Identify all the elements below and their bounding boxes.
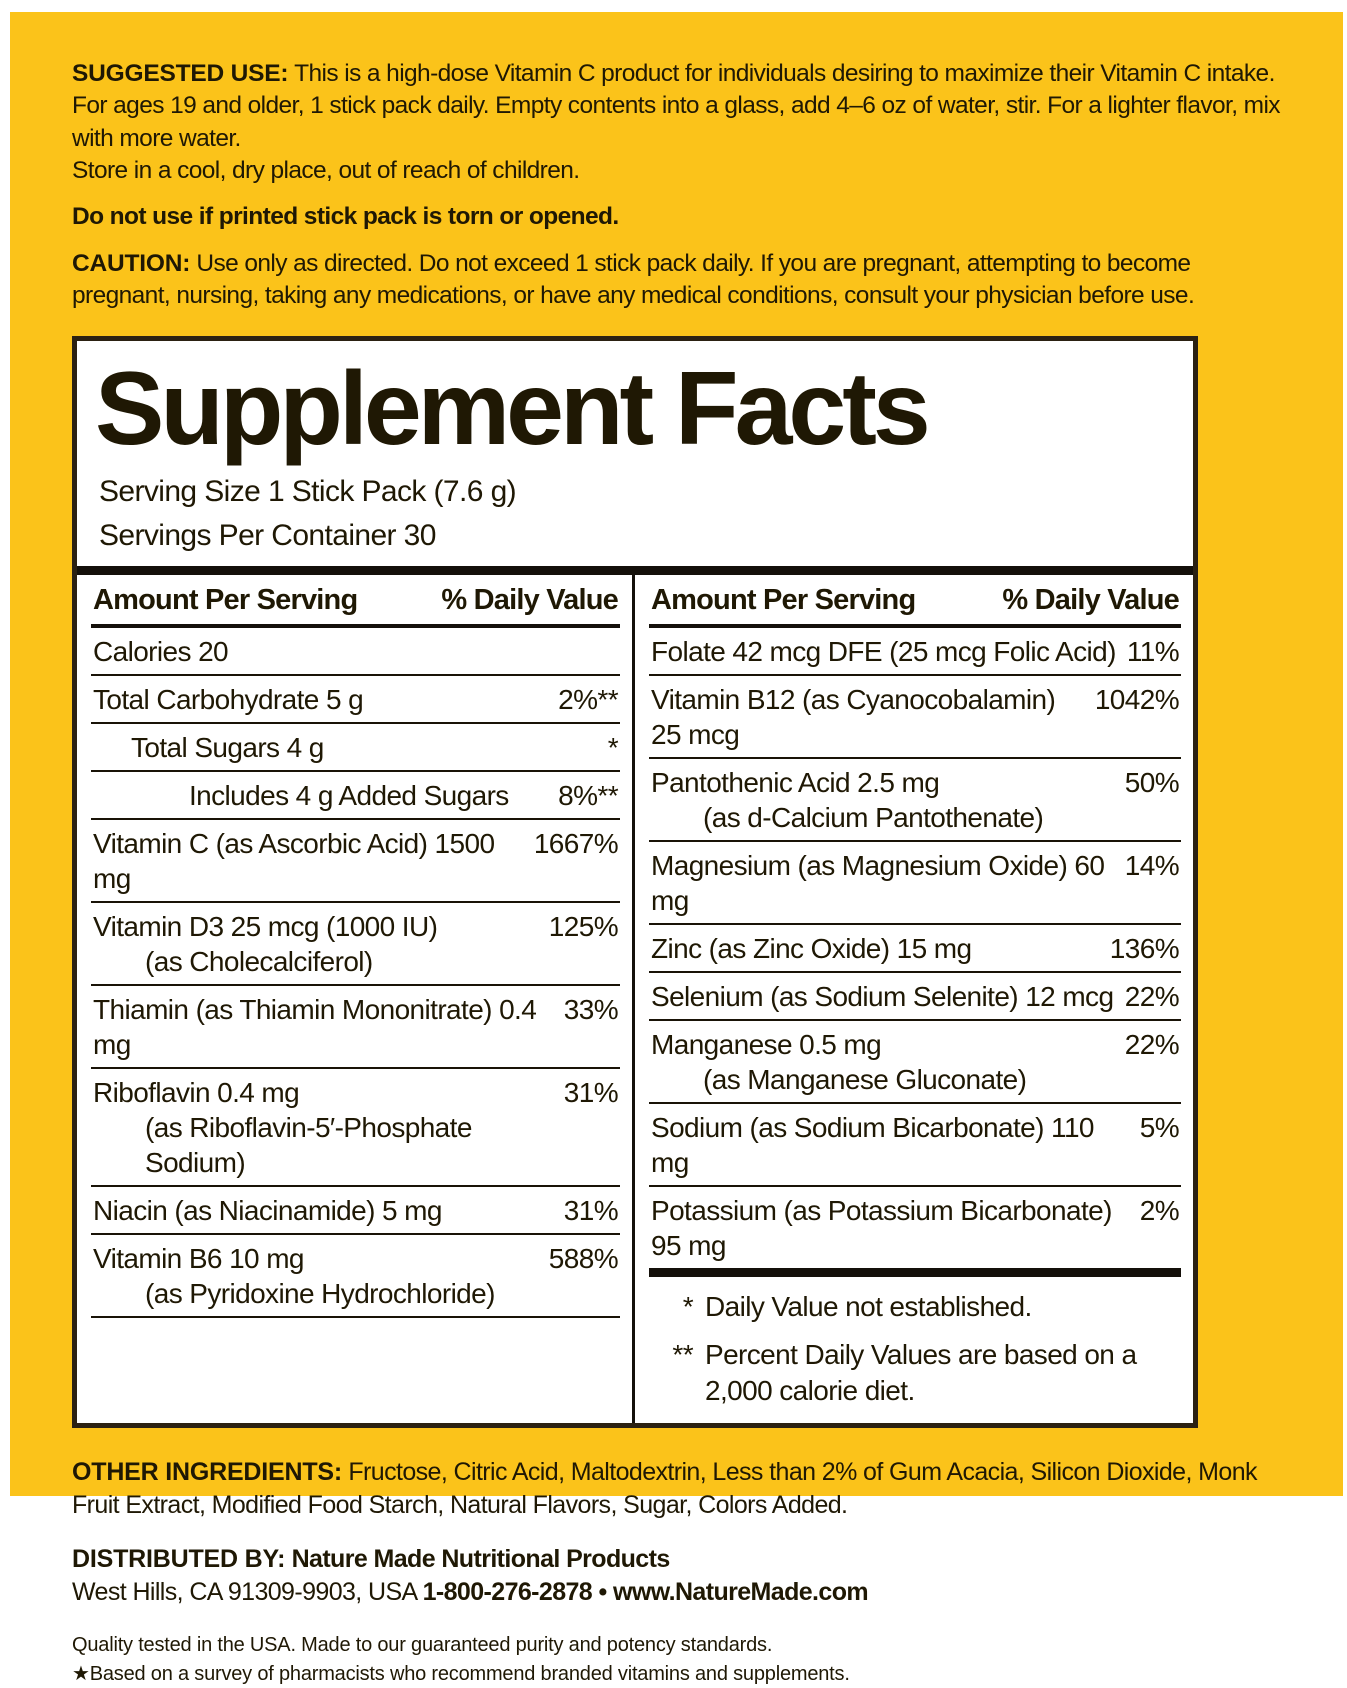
nutrient-value: * [608,730,618,765]
bottom-section [72,1456,1285,1688]
nutrient-row-vitamin-b12 [649,676,1181,759]
suggested-use-paragraph [72,58,1285,187]
quality-line: Quality tested in the USA. Made to our guaranteed purity and potency standards. [72,1632,1285,1659]
nutrient-name: Vitamin B12 (as Cyanocobalamin) 25 mcg [651,684,1055,750]
nutrient-name: Riboflavin 0.4 mg [93,1077,299,1108]
nutrient-row-vitamin-d3 [91,903,620,986]
nutrient-name: Folate 42 mcg DFE (25 mcg Folic Acid) [651,636,1116,667]
nutrient-name: Total Sugars 4 g [131,732,324,763]
nutrient-source: (as Riboflavin-5′-Phosphate Sodium) [93,1110,556,1180]
nutrient-row-vitamin-c [91,820,620,903]
other-ingredients-label: OTHER INGREDIENTS: [72,1458,342,1486]
suggested-use-text: This is a high-dose Vitamin C product for individuals desiring to maximize their Vitamin C intake. For ages 19 and older, 1 stick pack daily. Empty contents into a glass, add 4–6 oz of water, stir. For a lighter flavor, mix with more water. [72,60,1280,152]
separator-bullet: • [598,1578,606,1606]
nutrient-row-niacin [91,1187,620,1235]
nutrient-row-manganese [649,1021,1181,1104]
column-header [91,575,620,628]
footnote-percent-daily-values [649,1325,1181,1409]
nutrient-source: (as Cholecalciferol) [93,944,541,979]
header-amount-per-serving: Amount Per Serving [93,584,357,617]
nutrient-name: Selenium (as Sodium Selenite) 12 mcg [651,981,1113,1012]
nutrient-row-vitamin-b6 [91,1235,620,1318]
nutrient-value: 11% [1127,634,1179,669]
nutrient-value: 2%** [558,682,618,717]
distributor-name: Nature Made Nutritional Products [292,1545,670,1573]
nutrient-name: Vitamin B6 10 mg [93,1243,304,1274]
nutrient-row-total-carbohydrate [91,676,620,724]
other-ingredients-text: Fructose, Citric Acid, Maltodextrin, Less than 2% of Gum Acacia, Silicon Dioxide, Monk Fruit Extract, Modified Food Starch, Natural Flavors, Sugar, Colors Added. [72,1458,1257,1520]
other-ingredients-paragraph [72,1456,1285,1523]
column-header [649,575,1181,628]
nutrient-name: Calories 20 [93,636,228,667]
distributor-address: West Hills, CA 91309-9903, USA [72,1578,416,1606]
nutrient-row-added-sugars [91,772,620,820]
facts-column-left [77,575,635,1422]
header-amount-per-serving: Amount Per Serving [651,584,915,617]
nutrient-row-magnesium [649,842,1181,925]
caution-text: Use only as directed. Do not exceed 1 stick pack daily. If you are pregnant, attempting to become pregnant, nursing, taking any medications, or have any medical conditions, consult your physician before use. [72,250,1194,309]
nutrient-row-sodium [649,1104,1181,1187]
nutrient-value: 8%** [558,778,618,813]
supplement-label [10,12,1343,1496]
servings-per-container: Servings Per Container 30 [99,515,1193,556]
nutrient-value: 2% [1140,1193,1179,1228]
nutrient-source: (as Pyridoxine Hydrochloride) [93,1276,541,1311]
nutrient-source: (as Manganese Gluconate) [651,1062,1117,1097]
nutrient-name: Vitamin D3 25 mcg (1000 IU) [93,911,437,942]
nutrient-value: 14% [1125,848,1179,883]
nutrient-value: 588% [549,1241,618,1276]
suggested-use-label: SUGGESTED USE: [72,60,288,87]
footnote-dv-not-established [649,1277,1181,1325]
nutrient-value: 22% [1125,1027,1179,1062]
nutrient-name: Thiamin (as Thiamin Mononitrate) 0.4 mg [93,994,536,1060]
nutrient-row-pantothenic-acid [649,759,1181,842]
header-daily-value: % Daily Value [1002,584,1179,617]
footnote-text: Daily Value not established. [705,1289,1179,1325]
nutrient-name: Potassium (as Potassium Bicarbonate) 95 mg [651,1195,1112,1261]
nutrient-value: 50% [1125,765,1179,800]
distributor-website: www.NatureMade.com [613,1578,868,1606]
nutrient-name: Pantothenic Acid 2.5 mg [651,767,939,798]
storage-text: Store in a cool, dry place, out of reach of children. [72,157,580,184]
nutrient-value: 33% [564,992,618,1027]
distributor-phone: 1-800-276-2878 [423,1578,593,1606]
nutrient-name: Magnesium (as Magnesium Oxide) 60 mg [651,850,1104,916]
nutrient-name: Zinc (as Zinc Oxide) 15 mg [651,933,972,964]
supplement-facts-title: Supplement Facts [95,357,1193,461]
nutrient-name: Niacin (as Niacinamide) 5 mg [93,1195,442,1226]
nutrient-value: 31% [564,1193,618,1228]
nutrient-value: 136% [1110,931,1179,966]
footnote-marker: ** [649,1337,705,1409]
nutrient-row-total-sugars [91,724,620,772]
nutrient-name: Vitamin C (as Ascorbic Acid) 1500 mg [93,828,494,894]
footnote-rule [649,1268,1181,1277]
facts-column-right [635,575,1193,1422]
distributed-by-paragraph [72,1543,1285,1610]
nutrient-row-calories [91,628,620,676]
nutrient-row-riboflavin [91,1069,620,1187]
serving-info [99,471,1193,556]
facts-columns [77,575,1193,1422]
header-daily-value: % Daily Value [441,584,618,617]
nutrient-name: Total Carbohydrate 5 g [93,684,363,715]
nutrient-row-potassium [649,1187,1181,1268]
nutrient-value: 1667% [534,826,618,861]
nutrient-value: 5% [1140,1110,1179,1145]
nutrient-row-zinc [649,925,1181,973]
nutrient-value: 1042% [1095,682,1179,717]
do-not-use-line: Do not use if printed stick pack is torn or opened. [72,201,1285,233]
caution-label: CAUTION: [72,250,190,277]
nutrient-source: (as d-Calcium Pantothenate) [651,800,1117,835]
footnote-text: Percent Daily Values are based on a 2,000 calorie diet. [705,1337,1179,1409]
distributed-by-label: DISTRIBUTED BY: [72,1545,285,1573]
heavy-rule [77,566,1193,575]
nutrient-name: Manganese 0.5 mg [651,1029,881,1060]
nutrient-value: 22% [1125,979,1179,1014]
serving-size: Serving Size 1 Stick Pack (7.6 g) [99,471,1193,512]
survey-line: ★Based on a survey of pharmacists who recommend branded vitamins and supplements. [72,1661,1285,1688]
footnote-marker: * [649,1289,705,1325]
small-print [72,1632,1285,1688]
nutrient-value: 125% [549,909,618,944]
supplement-facts-panel [72,336,1198,1427]
nutrient-name: Sodium (as Sodium Bicarbonate) 110 mg [651,1112,1094,1178]
nutrient-row-thiamin [91,986,620,1069]
nutrient-value: 31% [564,1075,618,1110]
nutrient-row-folate [649,628,1181,676]
nutrient-row-selenium [649,973,1181,1021]
caution-paragraph [72,248,1285,313]
nutrient-name: Includes 4 g Added Sugars [189,780,509,811]
